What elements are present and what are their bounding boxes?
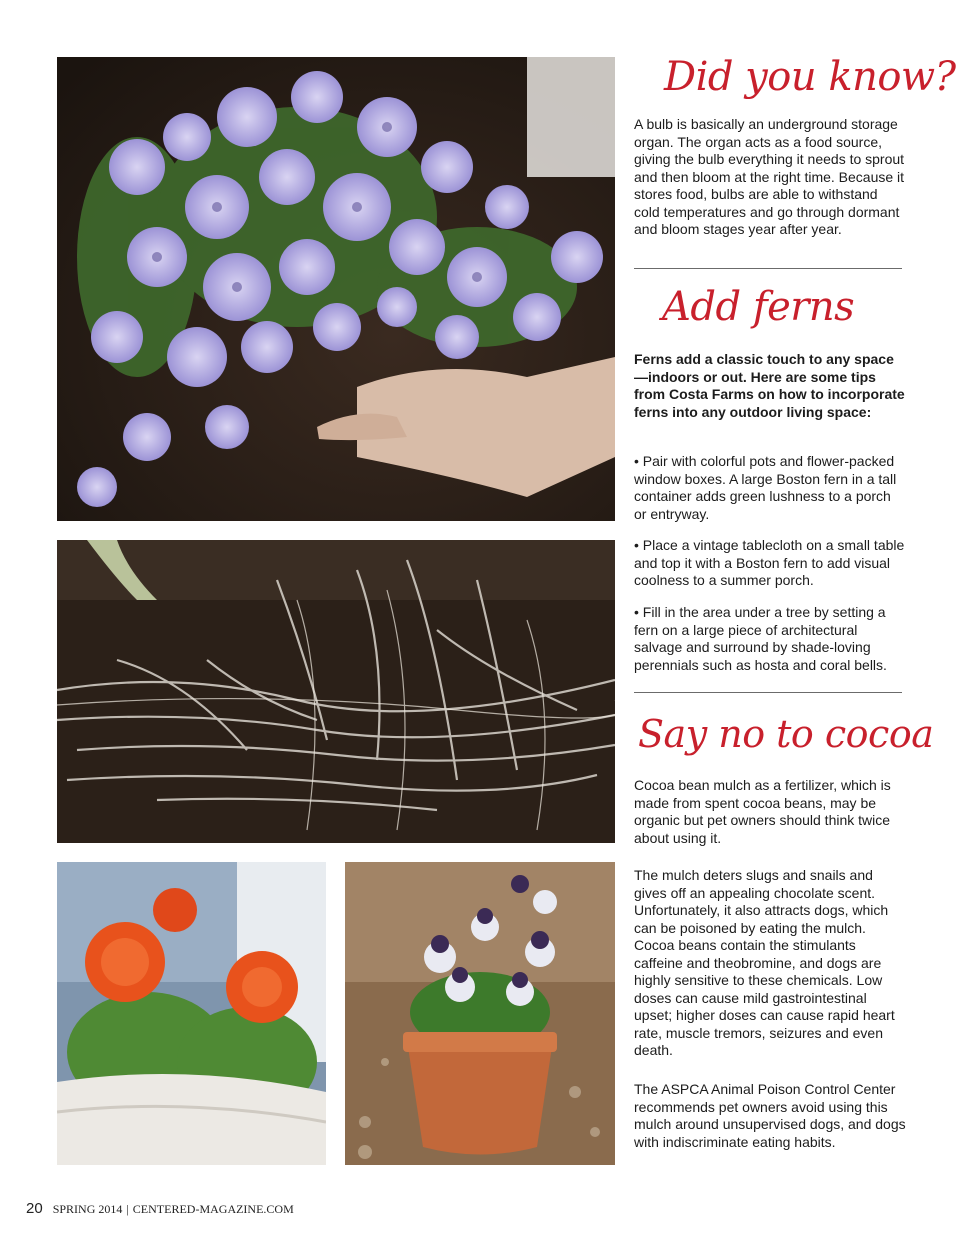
cocoa-paragraph: The ASPCA Animal Poison Control Center recommends pet owners avoid using this mulch around unsupervised dogs, and dogs with indiscriminate eating habits. [634,1081,906,1150]
divider [634,692,902,693]
did-you-know-body: A bulb is basically an underground storage organ. The organ acts as a food source, giving the bulb everything it needs to sprout and then bloom at the right time. Because it stores food, bulbs are able to withstand cold temperatures and go through dormant and bloom stages year after year. [634,116,905,237]
photo-pansies-pot [345,862,615,1165]
heading-did-you-know: Did you know? [664,54,956,100]
heading-add-ferns: Add ferns [662,284,855,330]
footer-separator: | [126,1202,129,1216]
divider [634,268,902,269]
fern-tip: • Place a vintage tablecloth on a small table and top it with a Boston fern to add visual coolness to a summer porch. [634,537,905,588]
fern-tip: • Fill in the area under a tree by setting a fern on a large piece of architectural salvage and surround by shade-loving perennials such as hosta and coral bells. [634,604,887,673]
issue-label: SPRING 2014 [52,1202,123,1216]
cocoa-paragraph: Cocoa bean mulch as a fertilizer, which is made from spent cocoa beans, may be organic but pet owners should think twice about using it. [634,777,891,846]
add-ferns-intro: Ferns add a classic touch to any space—indoors or out. Here are some tips from Costa Farms on how to incorporate ferns into any outdoor living space: [634,351,905,420]
photo-ranunculus [57,862,326,1165]
website-label: CENTERED-MAGAZINE.COM [132,1202,294,1216]
page-number: 20 [26,1200,43,1217]
photo-phlox-planting [57,57,615,521]
page-footer [26,1200,294,1217]
cocoa-paragraph: The mulch deters slugs and snails and gives off an appealing chocolate scent. Unfortunately, it also attracts dogs, which can be poisoned by eating the mulch. Cocoa beans contain the stimulants caffeine and theobromine, and dogs are highly sensitive to these chemicals. Low doses can cause mild gastrointestinal upset; higher doses can cause rapid heart rate, muscle tremors, seizures and even death. [634,867,895,1058]
fern-tip: • Pair with colorful pots and flower-packed window boxes. A large Boston fern in a tall container adds green lushness to a porch or entryway. [634,453,897,522]
heading-say-no-to-cocoa: Say no to cocoa [638,712,934,756]
photo-plant-roots [57,540,615,843]
